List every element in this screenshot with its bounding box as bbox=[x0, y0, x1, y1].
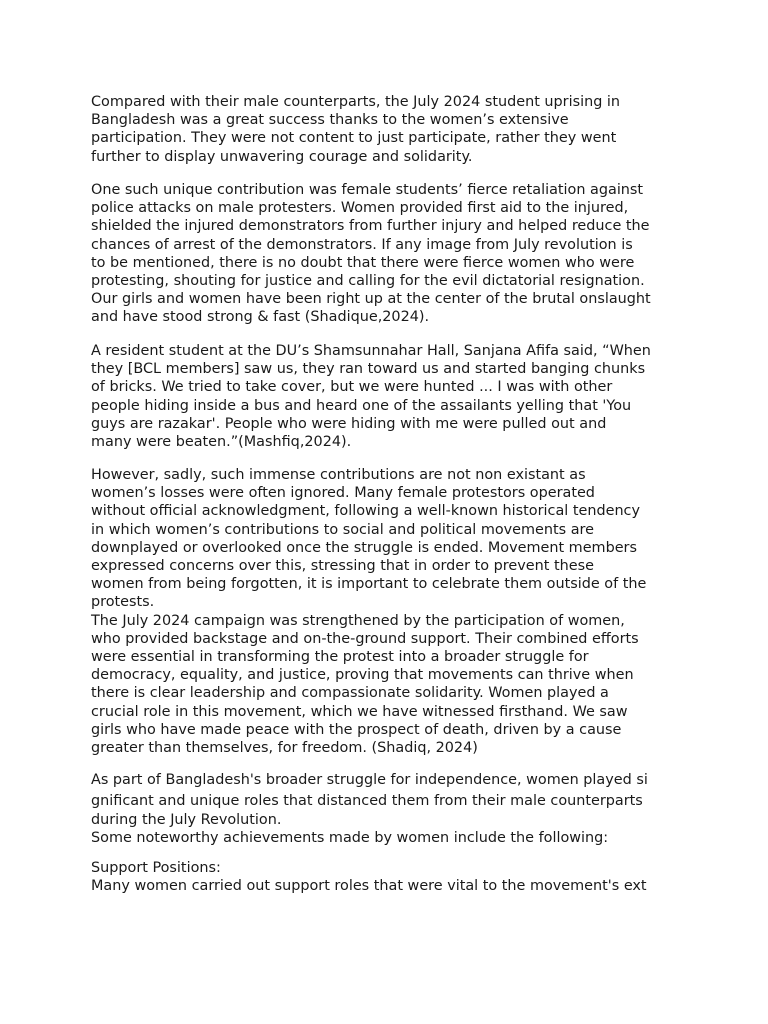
text-line: guys are razakar'. People who were hiding with me were pulled out and bbox=[91, 415, 607, 432]
text-line: people hiding inside a bus and heard one of the assailants yelling that 'You bbox=[91, 397, 632, 414]
text-line: were essential in transforming the protest into a broader struggle for bbox=[91, 649, 589, 666]
text-line: Some noteworthy achievements made by women include the following: bbox=[91, 830, 609, 847]
text-line: A resident student at the DU’s Shamsunnahar Hall, Sanjana Afifa said, “When bbox=[91, 343, 651, 359]
paragraph-uprising-intro bbox=[91, 93, 691, 166]
text-line: in which women’s contributions to social and political movements are bbox=[91, 521, 595, 538]
text-line: they [BCL members] saw us, they ran toward us and started banging chunks bbox=[91, 361, 646, 378]
text-line: Many women carried out support roles that were vital to the movement's ext bbox=[91, 878, 647, 895]
text-line: during the July Revolution. bbox=[91, 812, 282, 828]
text-line: One such unique contribution was female students’ fierce retaliation against bbox=[91, 182, 644, 198]
text-line: As part of Bangladesh's broader struggle for independence, women played si bbox=[91, 772, 648, 788]
text-line: girls who have made peace with the prospect of death, driven by a cause bbox=[91, 721, 622, 738]
text-line: crucial role in this movement, which we have witnessed firsthand. We saw bbox=[91, 703, 628, 720]
text-line: protesting, shouting for justice and calling for the evil dictatorial resignation. bbox=[91, 273, 645, 290]
text-line: democracy, equality, and justice, proving that movements can thrive when bbox=[91, 667, 634, 684]
text-line: shielded the injured demonstrators from further injury and helped reduce the bbox=[91, 218, 650, 235]
paragraph-ignored-contributions bbox=[91, 466, 691, 757]
text-line: protests. bbox=[91, 594, 155, 611]
text-line: there is clear leadership and compassionate solidarity. Women played a bbox=[91, 685, 609, 702]
text-line: chances of arrest of the demonstrators. If any image from July revolution is bbox=[91, 236, 633, 253]
text-line: of bricks. We tried to take cover, but we were hunted ... I was with other bbox=[91, 379, 613, 396]
text-line: gnificant and unique roles that distanced them from their male counterparts bbox=[91, 792, 643, 809]
text-line: and have stood strong & fast (Shadique,2024). bbox=[91, 309, 430, 326]
text-line: Bangladesh was a great success thanks to the women’s extensive bbox=[91, 112, 569, 129]
text-line: downplayed or overlooked once the struggle is ended. Movement members bbox=[91, 539, 637, 556]
text-line: without official acknowledgment, following a well-known historical tendency bbox=[91, 503, 640, 520]
text-line: Our girls and women have been right up at the center of the brutal onslaught bbox=[91, 291, 651, 308]
text-line: participation. They were not content to just participate, rather they went bbox=[91, 130, 617, 147]
text-line: women’s losses were often ignored. Many female protestors operated bbox=[91, 485, 595, 502]
text-line: who provided backstage and on-the-ground support. Their combined efforts bbox=[91, 630, 639, 647]
text-line: further to display unwavering courage and solidarity. bbox=[91, 148, 473, 165]
text-line: However, sadly, such immense contributions are not non existant as bbox=[91, 467, 586, 483]
text-line: Compared with their male counterparts, the July 2024 student uprising in bbox=[91, 94, 621, 110]
paragraph-resident-student-quote bbox=[91, 342, 691, 451]
text-line: police attacks on male protesters. Women provided first aid to the injured, bbox=[91, 200, 629, 217]
text-line: greater than themselves, for freedom. (Shadiq, 2024) bbox=[91, 740, 478, 757]
paragraph-support-positions bbox=[91, 859, 691, 895]
paragraph-broader-struggle bbox=[91, 770, 691, 847]
text-line: women from being forgotten, it is important to celebrate them outside of the bbox=[91, 576, 647, 593]
text-line: expressed concerns over this, stressing that in order to prevent these bbox=[91, 558, 594, 575]
text-line: many were beaten.”(Mashfiq,2024). bbox=[91, 434, 352, 451]
paragraph-unique-contribution bbox=[91, 181, 691, 327]
text-line: The July 2024 campaign was strengthened by the participation of women, bbox=[91, 612, 625, 629]
text-line: to be mentioned, there is no doubt that there were fierce women who were bbox=[91, 254, 635, 271]
section-heading: Support Positions: bbox=[91, 860, 221, 876]
